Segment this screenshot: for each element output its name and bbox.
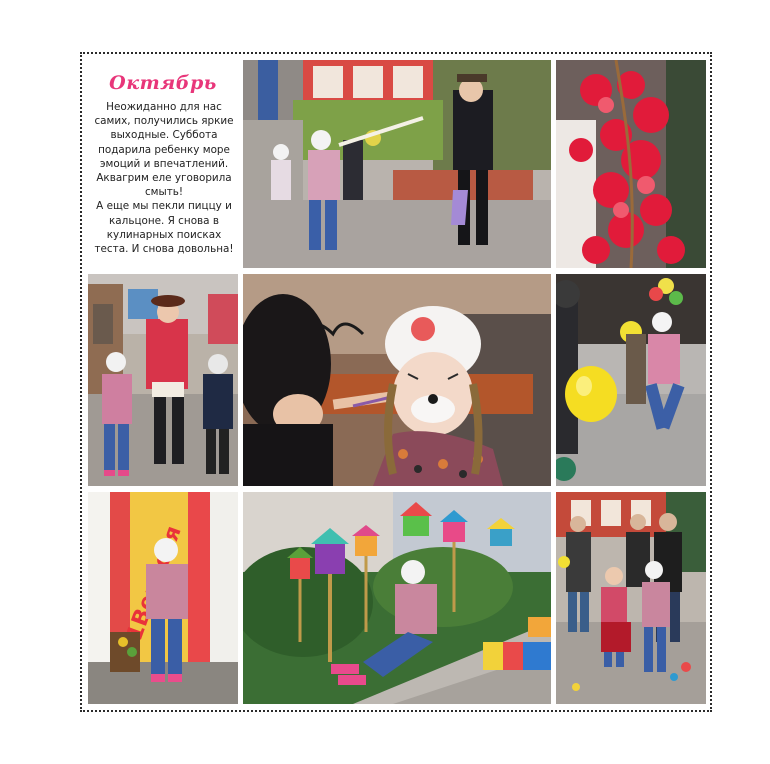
story-line: А еще мы пекли пиццу и (96, 200, 232, 213)
photo-balloons (556, 274, 706, 486)
photo-red-leaves (556, 60, 706, 268)
photo-sign-girl (88, 492, 238, 704)
story-line: самих, получились яркие (94, 115, 234, 128)
text-cell (88, 60, 238, 268)
story-line: теста. И снова довольна! (94, 243, 234, 256)
story-line: Аквагрим еле уговорила (96, 172, 232, 185)
photo-birdhouses (243, 492, 551, 704)
story-line: смыть! (144, 186, 184, 199)
story-text (94, 100, 234, 256)
photo-pirate-kids (243, 60, 551, 268)
story-line: кальцоне. Я снова в (109, 214, 219, 227)
story-line: Неожиданно для нас (106, 101, 222, 113)
photo-street-family (556, 492, 706, 704)
photo-face-painting (243, 274, 551, 486)
page-title: Октябрь (109, 72, 217, 94)
photo-street-pirate-lady (88, 274, 238, 486)
story-line: подарила ребенку море (98, 143, 230, 156)
story-line: кулинарных поисках (106, 228, 222, 241)
story-line: выходные. Суббота (110, 129, 218, 142)
story-line: эмоций и впечатлений. (99, 157, 229, 170)
